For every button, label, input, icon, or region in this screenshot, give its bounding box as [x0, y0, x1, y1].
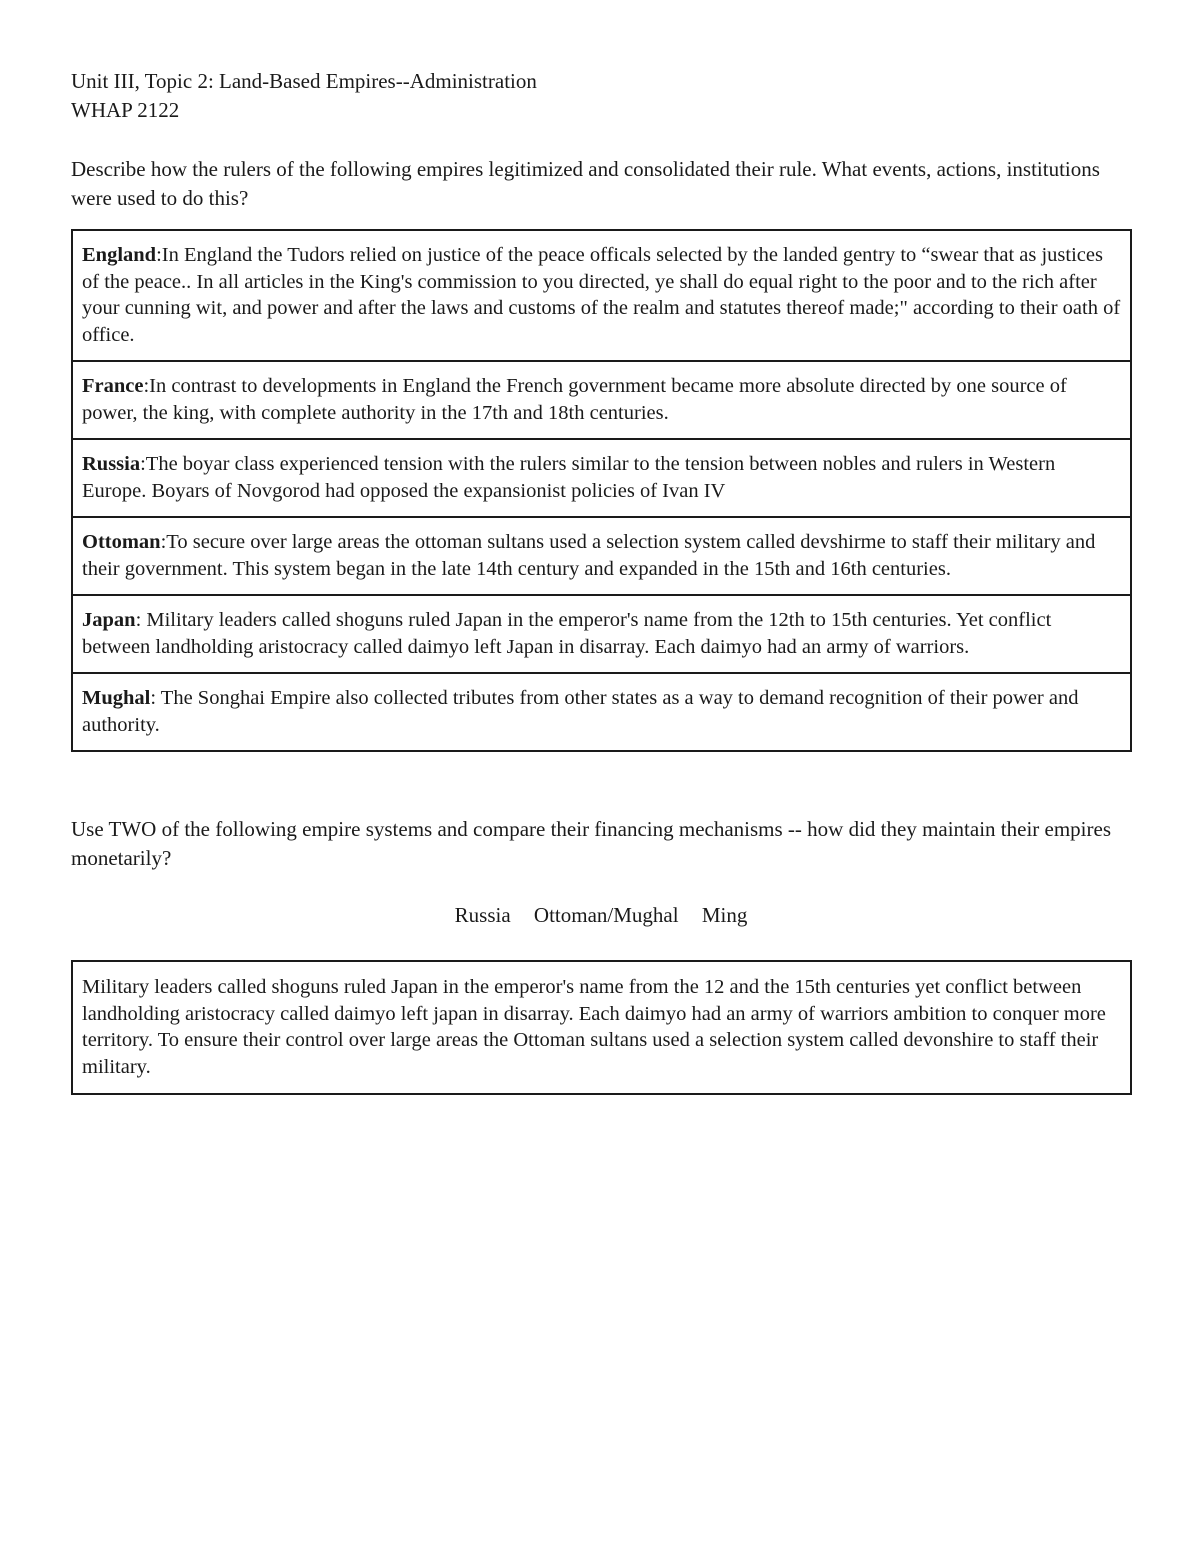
empires-answer-table	[71, 229, 1132, 752]
empire-label: England	[82, 244, 157, 266]
course-code: WHAP 2122	[71, 98, 180, 122]
empire-row-england[interactable]	[73, 231, 1130, 360]
empire-answer: :To secure over large areas the ottoman sultans used a selection system called devshirme to staff their military and their government. This system began in the late 14th century and expanded in the 15th and 16th centuries.	[82, 531, 1096, 580]
empire-label: Mughal	[82, 687, 151, 709]
empire-row-ottoman[interactable]	[73, 516, 1130, 594]
question-2-prompt: Use TWO of the following empire systems and compare their financing mechanisms -- how did they maintain their empires monetarily?	[71, 817, 1112, 870]
empire-answer: : Military leaders called shoguns ruled Japan in the emperor's name from the 12th to 15th centuries. Yet conflict between landholding aristocracy called daimyo left Japan in disarray. Each daimyo had an army of warriors.	[82, 609, 1052, 658]
empire-answer: :The boyar class experienced tension with the rulers similar to the tension between nobles and rulers in Western Europe. Boyars of Novgorod had opposed the expansionist policies of Ivan IV	[82, 453, 1056, 502]
empire-answer: :In contrast to developments in England the French government became more absolute directed by one source of power, the king, with complete authority in the 17th and 18th centuries.	[82, 375, 1067, 424]
option-ottoman-mughal: Ottoman/Mughal	[533, 903, 679, 927]
empire-label: France	[82, 375, 144, 397]
option-russia: Russia	[454, 903, 511, 927]
question-1-prompt: Describe how the rulers of the following empires legitimized and consolidated their rule. What events, actions, institutions were used to do this?	[71, 157, 1100, 210]
worksheet-title: Unit III, Topic 2: Land-Based Empires--Administration	[71, 69, 537, 93]
empire-answer: : The Songhai Empire also collected tributes from other states as a way to demand recognition of their power and authority.	[82, 687, 1079, 736]
empire-row-mughal[interactable]	[73, 672, 1130, 750]
empire-label: Russia	[82, 453, 141, 475]
financing-answer-box[interactable]: Military leaders called shoguns ruled Japan in the emperor's name from the 12 and the 15th centuries yet conflict between landholding aristocracy called daimyo left japan in disarray. Each daimyo had an army of warriors ambition to conquer more territory. To ensure their control over large areas the Ottoman sultans used a selection system called devonshire to staff their military.	[71, 960, 1132, 1095]
empire-label: Japan	[82, 609, 136, 631]
empire-label: Ottoman	[82, 531, 161, 553]
worksheet	[71, 67, 1131, 1095]
empire-row-japan[interactable]	[73, 594, 1130, 672]
empire-row-russia[interactable]	[73, 438, 1130, 516]
option-ming: Ming	[701, 903, 748, 927]
empire-options	[71, 901, 1131, 930]
empire-row-france[interactable]	[73, 360, 1130, 438]
empire-answer: :In England the Tudors relied on justice of the peace officals selected by the landed gentry to “swear that as justices of the peace.. In all articles in the King's commission to you directed, ye shall do equal right to the poor and to the rich after your cunning wit, and power and after the laws and customs of the realm and statutes thereof made;" according to their oath of office.	[82, 244, 1121, 346]
